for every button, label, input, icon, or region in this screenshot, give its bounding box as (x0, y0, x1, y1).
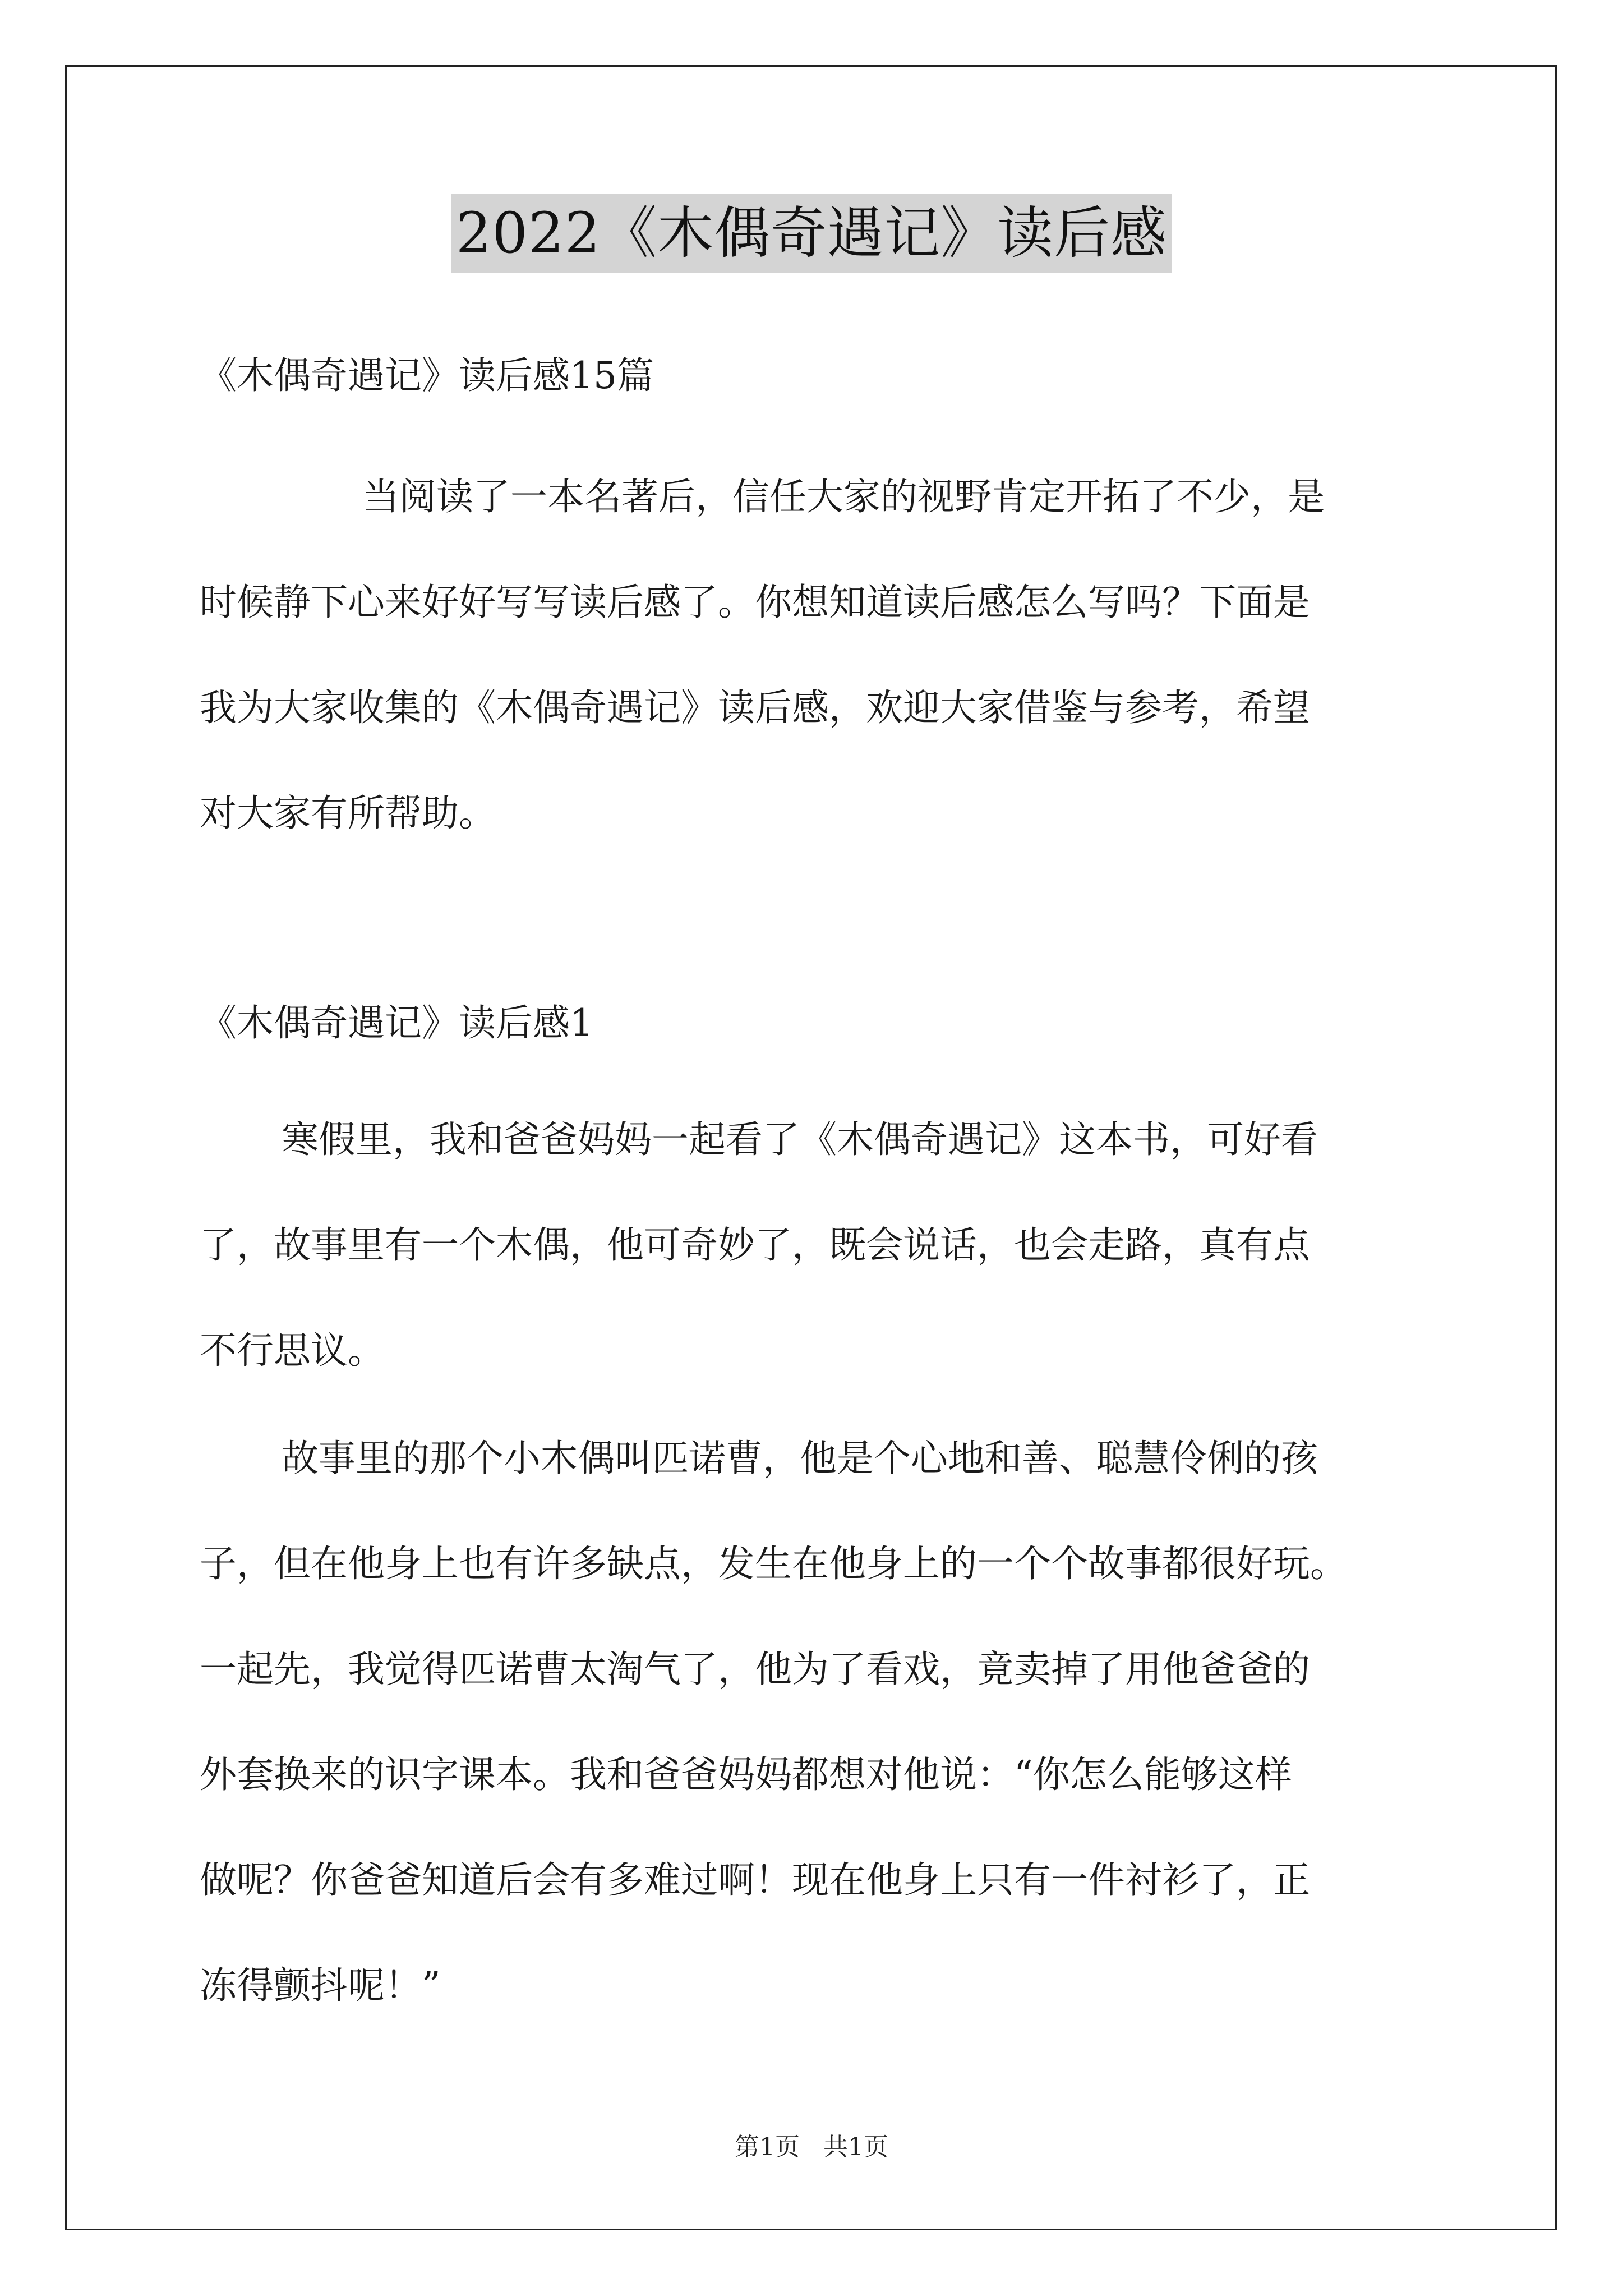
intro-paragraph (200, 444, 1445, 866)
intro-line: 时候静下心来好好写写读后感了。你想知道读后感怎么写吗？下面是 (200, 581, 1310, 624)
intro-line: 当阅读了一本名著后，信任大家的视野肯定开拓了不少，是 (362, 475, 1325, 518)
page-number-total: 共1页 (823, 2133, 888, 2161)
title-container (0, 194, 1623, 273)
page-number-current: 第1页 (735, 2133, 800, 2161)
body-paragraph-1 (200, 1087, 1445, 1404)
section-heading-1: 《木偶奇遇记》读后感1 (200, 1001, 593, 1045)
paragraph-line: 冻得颤抖呢！” (200, 1964, 441, 2007)
document-subtitle: 《木偶奇遇记》读后感15篇 (200, 354, 654, 397)
page-footer (0, 2131, 1623, 2164)
paragraph-line: 故事里的那个小木偶叫匹诺曹，他是个心地和善、聪慧伶俐的孩 (282, 1437, 1318, 1480)
intro-line: 对大家有所帮助。 (200, 792, 496, 835)
intro-line: 我为大家收集的《木偶奇遇记》读后感，欢迎大家借鉴与参考，希望 (200, 686, 1310, 729)
paragraph-line: 寒假里，我和爸爸妈妈一起看了《木偶奇遇记》这本书，可好看 (282, 1118, 1318, 1161)
paragraph-line: 子，但在他身上也有许多缺点，发生在他身上的一个个故事都很好玩。 (200, 1542, 1347, 1585)
body-paragraph-2 (200, 1406, 1445, 2039)
paragraph-line: 不行思议。 (200, 1329, 385, 1372)
document-title: 2022《木偶奇遇记》读后感 (451, 194, 1172, 273)
paragraph-line: 了，故事里有一个木偶，他可奇妙了，既会说话，也会走路，真有点 (200, 1223, 1310, 1267)
paragraph-line: 外套换来的识字课本。我和爸爸妈妈都想对他说：“你怎么能够这样 (200, 1753, 1292, 1796)
paragraph-line: 做呢？你爸爸知道后会有多难过啊！现在他身上只有一件衬衫了，正 (200, 1858, 1310, 1902)
paragraph-line: 一起先，我觉得匹诺曹太淘气了，他为了看戏，竟卖掉了用他爸爸的 (200, 1648, 1310, 1691)
